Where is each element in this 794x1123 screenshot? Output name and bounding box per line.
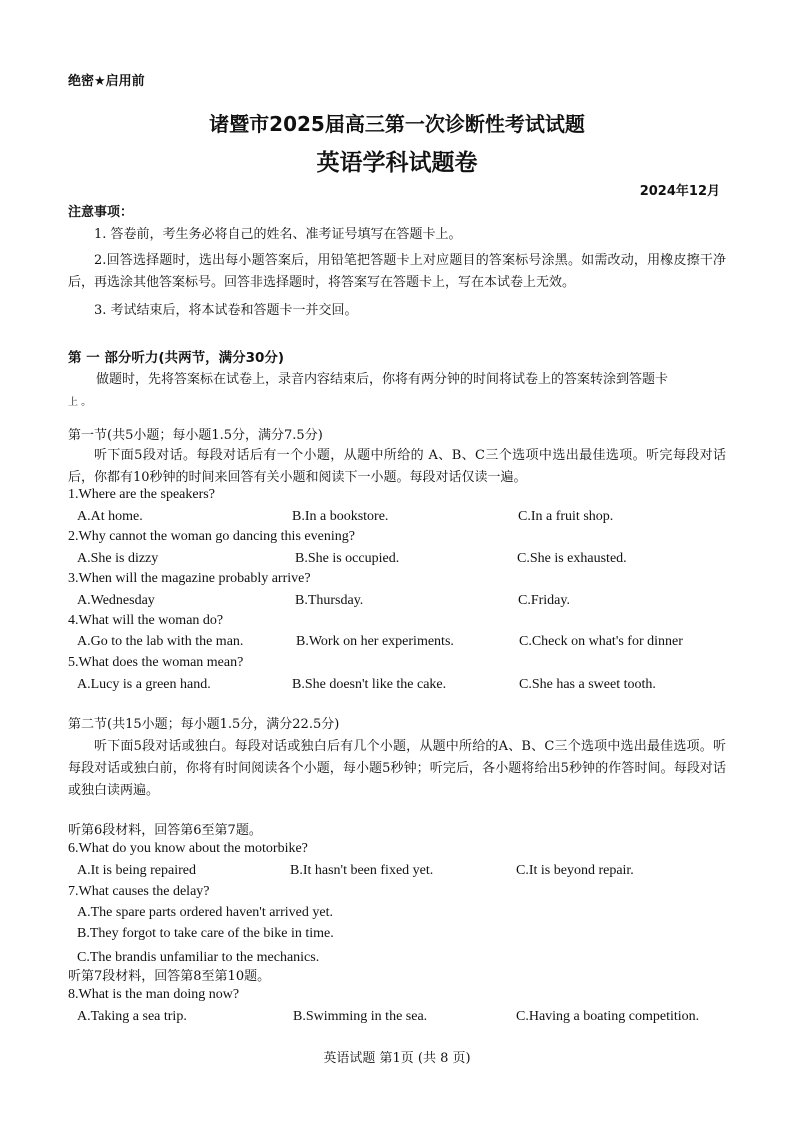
q8-option-b: B.Swimming in the sea. — [293, 1009, 428, 1024]
question-7: 7.What causes the delay? — [68, 884, 210, 899]
confidential-label: 绝密★启用前 — [68, 74, 145, 89]
part1-heading: 第 一 部分听力(共两节，满分30分) — [68, 350, 285, 366]
q1-option-c: C.In a fruit shop. — [518, 509, 614, 524]
q3-option-c: C.Friday. — [518, 593, 570, 608]
question-2: 2.Why cannot the woman go dancing this evening? — [68, 529, 355, 544]
material-6-label: 听第6段材料，回答第6至第7题。 — [68, 823, 262, 838]
part1-intro-line2: 上 。 — [68, 397, 92, 408]
section1-instructions: 听下面5段对话。每段对话后有一个小题，从题中所给的 A、B、C三个选项中选出最佳选项。听完每段对话后，你都有10秒钟的时间来回答有关小题和阅读下一小题。每段对话仅读一遍。 — [68, 448, 726, 485]
q3-option-a: A.Wednesday — [77, 593, 155, 608]
section2-heading: 第二节(共15小题；每小题1.5分，满分22.5分) — [68, 717, 340, 732]
q8-option-c: C.Having a boating competition. — [516, 1009, 700, 1024]
q5-option-c: C.She has a sweet tooth. — [519, 677, 656, 692]
exam-title: 诸暨市2025届高三第一次诊断性考试试题 — [209, 112, 585, 136]
q5-option-b: B.She doesn't like the cake. — [292, 677, 447, 692]
q4-option-b: B.Work on her experiments. — [296, 634, 454, 649]
question-1: 1.Where are the speakers? — [68, 487, 215, 502]
q4-option-c: C.Check on what's for dinner — [519, 634, 683, 649]
question-8: 8.What is the man doing now? — [68, 987, 240, 1002]
q3-option-b: B.Thursday. — [295, 593, 364, 608]
exam-date: 2024年12月 — [639, 184, 720, 199]
notes-heading: 注意事项： — [68, 205, 134, 220]
question-4: 4.What will the woman do? — [68, 613, 224, 628]
notes-item-3: 3. 考试结束后，将本试卷和答题卡一并交回。 — [94, 303, 358, 318]
question-6: 6.What do you know about the motorbike? — [68, 841, 308, 856]
q7-option-c: C.The brandis unfamiliar to the mechanics. — [77, 950, 320, 965]
section1-heading: 第一节(共5小题；每小题1.5分，满分7.5分) — [68, 428, 323, 443]
material-7-label: 听第7段材料，回答第8至第10题。 — [68, 969, 271, 984]
part1-intro-line1: 做题时，先将答案标在试卷上，录音内容结束后，你将有两分钟的时间将试卷上的答案转涂到答题卡 — [96, 372, 669, 387]
q2-option-b: B.She is occupied. — [295, 551, 400, 566]
q4-option-a: A.Go to the lab with the man. — [77, 634, 244, 649]
q6-option-a: A.It is being repaired — [77, 863, 196, 878]
q1-option-a: A.At home. — [77, 509, 143, 524]
q6-option-b: B.It hasn't been fixed yet. — [290, 863, 434, 878]
q2-option-c: C.She is exhausted. — [517, 551, 627, 566]
notes-item-1: 1. 答卷前，考生务必将自己的姓名、准考证号填写在答题卡上。 — [94, 227, 462, 242]
q7-option-b: B.They forgot to take care of the bike in time. — [77, 926, 334, 941]
notes-item-2: 2.回答选择题时，选出每小题答案后，用铅笔把答题卡上对应题目的答案标号涂黑。如需改动，用橡皮擦干净后，再选涂其他答案标号。回答非选择题时，将答案写在答题卡上，写在本试卷上无效。 — [68, 253, 726, 290]
page-footer: 英语试题 第1页 (共 8 页) — [323, 1051, 471, 1066]
question-5: 5.What does the woman mean? — [68, 655, 244, 670]
q2-option-a: A.She is dizzy — [77, 551, 159, 566]
q5-option-a: A.Lucy is a green hand. — [77, 677, 211, 692]
question-3: 3.When will the magazine probably arrive? — [68, 571, 311, 586]
q8-option-a: A.Taking a sea trip. — [77, 1009, 187, 1024]
exam-subtitle: 英语学科试题卷 — [316, 150, 478, 176]
q7-option-a: A.The spare parts ordered haven't arrived yet. — [77, 905, 333, 920]
q6-option-c: C.It is beyond repair. — [516, 863, 634, 878]
q1-option-b: B.In a bookstore. — [292, 509, 389, 524]
section2-instructions: 听下面5段对话或独白。每段对话或独白后有几个小题，从题中所给的A、B、C三个选项中选出最佳选项。听每段对话或独白前，你将有时间阅读各个小题，每小题5秒钟；听完后，各小题将给出5秒钟的作答时间。每段对话或独白读两遍。 — [68, 739, 726, 798]
